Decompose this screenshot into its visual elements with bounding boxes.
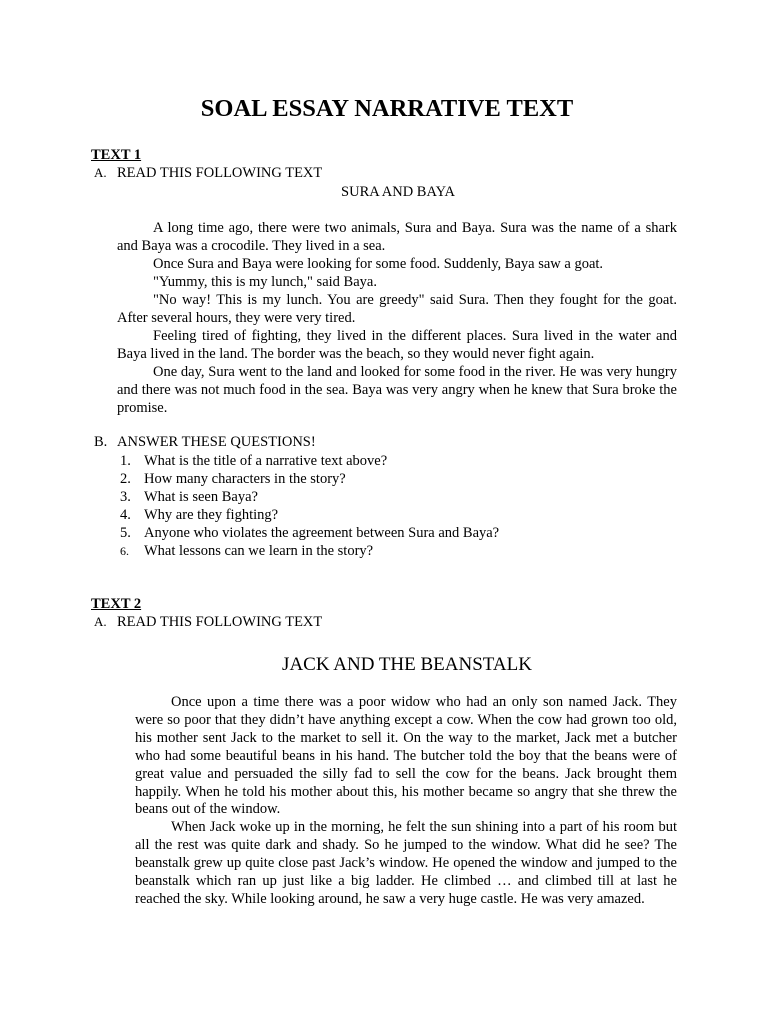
text1-question-list bbox=[117, 452, 677, 560]
question-text: What lessons can we learn in the story? bbox=[144, 543, 374, 559]
text2-paragraph: Once upon a time there was a poor widow who had an only son named Jack. They were so poor that they didn’t have anything except a cow. When the cow had grown too old, his mother sent Jack to the market to sell it. On the way to the market, Jack met a butcher who had some beautiful beans in his hand. The butcher told the boy that the beans were of great value and persuaded the silly fad to sell the cow for the beans. Jack brought them happily. When he told his mother about this, his mother became so angry that she threw the beans out of the window. bbox=[135, 694, 677, 818]
question-text: What is the title of a narrative text above? bbox=[144, 453, 388, 469]
text1-story-body bbox=[117, 219, 677, 417]
question-number: 6. bbox=[120, 544, 129, 558]
question-item bbox=[117, 452, 677, 470]
text1-part-b-instruction: ANSWER THESE QUESTIONS! bbox=[117, 434, 316, 450]
text1-label: TEXT 1 bbox=[91, 147, 142, 163]
question-number: 5. bbox=[120, 525, 131, 541]
text1-part-a bbox=[94, 164, 322, 182]
text2-label: TEXT 2 bbox=[91, 596, 142, 612]
question-text: What is seen Baya? bbox=[144, 489, 258, 505]
question-item bbox=[117, 506, 677, 524]
question-number: 1. bbox=[120, 453, 131, 469]
question-text: Why are they fighting? bbox=[144, 507, 279, 523]
question-item bbox=[117, 488, 677, 506]
text2-story-title: JACK AND THE BEANSTALK bbox=[282, 654, 532, 675]
text1-paragraph: "No way! This is my lunch. You are greedy" said Sura. Then they fought for the goat. After several hours, they were very tired. bbox=[117, 292, 677, 326]
text1-paragraph: Once Sura and Baya were looking for some food. Suddenly, Baya saw a goat. bbox=[153, 256, 604, 272]
text1-paragraph: "Yummy, this is my lunch," said Baya. bbox=[153, 274, 377, 290]
text2-part-a-instruction: READ THIS FOLLOWING TEXT bbox=[117, 614, 323, 630]
question-number: 3. bbox=[120, 489, 131, 505]
text1-paragraph: A long time ago, there were two animals, Sura and Baya. Sura was the name of a shark and Baya was a crocodile. They lived in a sea. bbox=[117, 220, 677, 254]
text1-part-b-letter: B. bbox=[94, 434, 108, 450]
text1-part-a-letter: A. bbox=[94, 165, 107, 180]
question-item bbox=[117, 524, 677, 542]
question-item bbox=[117, 470, 677, 488]
text2-story-body bbox=[135, 694, 677, 909]
question-number: 2. bbox=[120, 471, 131, 487]
document-title: SOAL ESSAY NARRATIVE TEXT bbox=[200, 95, 574, 122]
question-number: 4. bbox=[120, 507, 131, 523]
text1-paragraph: Feeling tired of fighting, they lived in the different places. Sura lived in the water and Baya lived in the land. The border was the beach, so they would never fight again. bbox=[117, 328, 677, 362]
question-text: How many characters in the story? bbox=[144, 471, 346, 487]
text1-paragraph: One day, Sura went to the land and looked for some food in the river. He was very hungry and there was not much food in the sea. Baya was very angry when he knew that Sura broke the promise. bbox=[117, 364, 677, 416]
question-item bbox=[117, 542, 677, 560]
text2-part-a bbox=[94, 613, 322, 631]
text2-paragraph: When Jack woke up in the morning, he felt the sun shining into a part of his room but all the rest was quite dark and shady. So he jumped to the window. What did he see? The beanstalk grew up quite close past Jack’s window. He opened the window and jumped to the beanstalk which ran up just like a big ladder. He climbed … and climbed till at last he reached the sky. While looking around, he saw a very huge castle. He was very amazed. bbox=[135, 819, 677, 907]
text2-part-a-letter: A. bbox=[94, 614, 107, 629]
text1-part-b bbox=[94, 433, 316, 451]
question-text: Anyone who violates the agreement between Sura and Baya? bbox=[144, 525, 500, 541]
text1-part-a-instruction: READ THIS FOLLOWING TEXT bbox=[117, 165, 323, 181]
text1-story-title: SURA AND BAYA bbox=[341, 184, 455, 200]
